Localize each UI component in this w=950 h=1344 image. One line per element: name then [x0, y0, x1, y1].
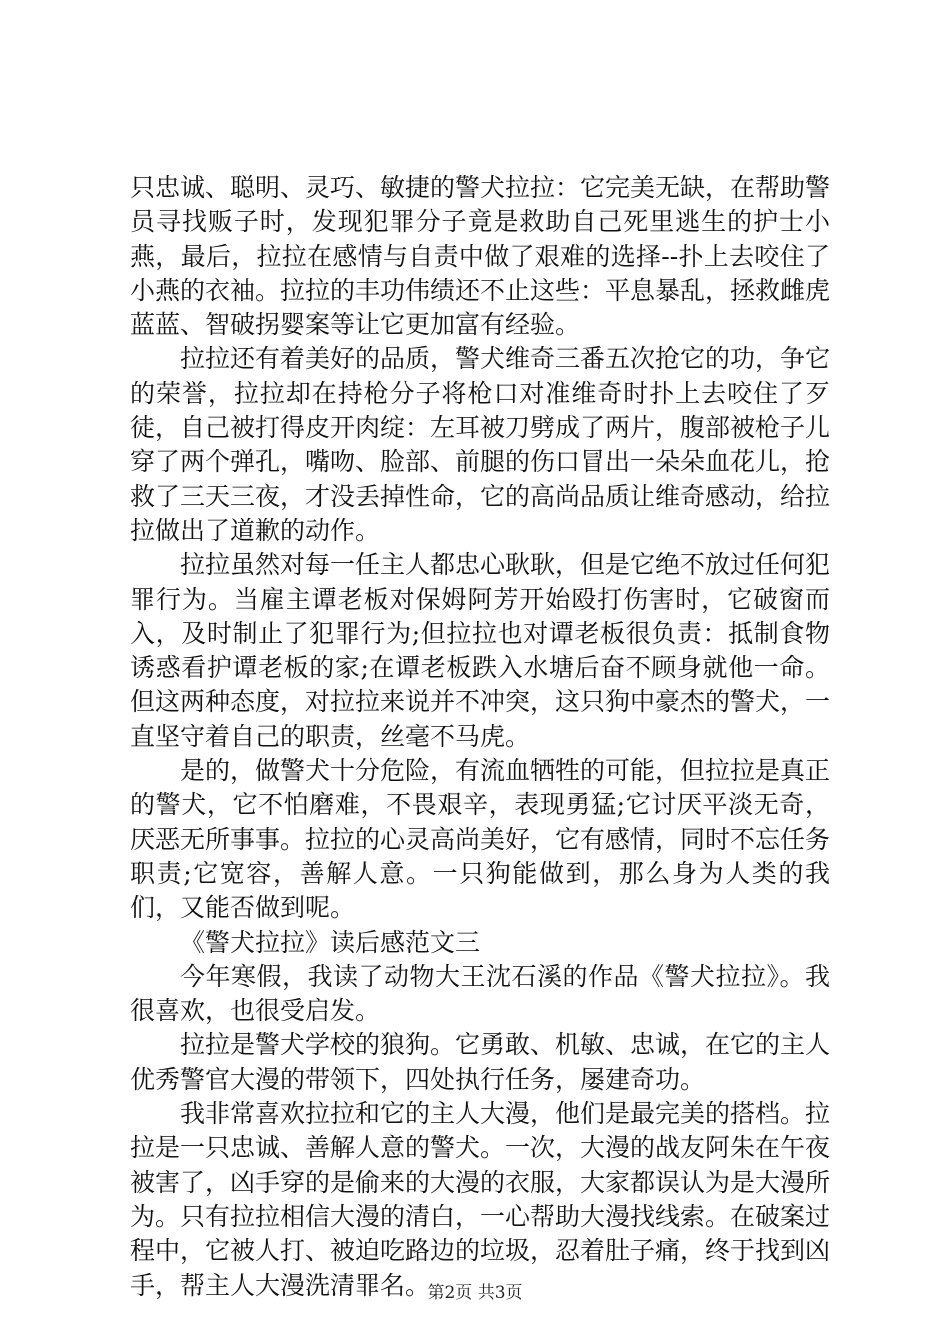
paragraph-3: 拉拉虽然对每一任主人都忠心耿耿，但是它绝不放过任何犯罪行为。当雇主谭老板对保姆阿芳开始殴打伤害时，它破窗而入，及时制止了犯罪行为;但拉拉也对谭老板很负责：抵制食物诱惑看护谭老板的家;在谭老板跌入水塘后奋不顾身就他一命。但这两种态度，对拉拉来说并不冲突，这只狗中豪杰的警犬，一直坚守着自己的职责，丝毫不马虎。	[130, 550, 831, 751]
paragraph-5: 今年寒假，我读了动物大王沈石溪的作品《警犬拉拉》。我很喜欢，也很受启发。	[130, 961, 830, 1026]
paragraph-1: 只忠诚、聪明、灵巧、敏捷的警犬拉拉：它完美无缺，在帮助警员寻找贩子时，发现犯罪分子竟是救助自己死里逃生的护士小燕，最后，拉拉在感情与自责中做了艰难的选择--扑上去咬住了小燕的衣袖。拉拉的丰功伟绩还不止这些：平息暴乱，拯救雌虎蓝蓝、智破拐婴案等让它更加富有经验。	[130, 173, 831, 340]
paragraph-7: 我非常喜欢拉拉和它的主人大漫，他们是最完美的搭档。拉拉是一只忠诚、善解人意的警犬。一次，大漫的战友阿朱在午夜被害了，凶手穿的是偷来的大漫的衣服，大家都误认为是大漫所为。只有拉拉相信大漫的清白，一心帮助大漫找线索。在破案过程中，它被人打、被迫吃路边的垃圾，忍着肚子痛，终于找到凶手，帮主人大漫洗清罪名。	[130, 1099, 831, 1300]
paragraph-4: 是的，做警犬十分危险，有流血牺牲的可能，但拉拉是真正的警犬，它不怕磨难，不畏艰辛，表现勇猛;它讨厌平淡无奇，厌恶无所事事。拉拉的心灵高尚美好，它有感情，同时不忘任务职责;它宽容，善解人意。一只狗能做到，那么身为人类的我们，又能否做到呢。	[130, 756, 831, 923]
document-body	[130, 171, 830, 1303]
section-title: 《警犬拉拉》读后感范文三	[180, 927, 481, 957]
paragraph-6: 拉拉是警犬学校的狼狗。它勇敢、机敏、忠诚，在它的主人优秀警官大漫的带领下，四处执行任务，屡建奇功。	[130, 1030, 831, 1094]
paragraph-2: 拉拉还有着美好的品质，警犬维奇三番五次抢它的功，争它的荣誉，拉拉却在持枪分子将枪口对准维奇时扑上去咬住了歹徒，自己被打得皮开肉绽：左耳被刀劈成了两片，腹部被枪子儿穿了两个弹孔，嘴吻、脸部、前腿的伤口冒出一朵朵血花儿，抢救了三天三夜，才没丢掉性命，它的高尚品质让维奇感动，给拉拉做出了道歉的动作。	[130, 344, 831, 545]
page-footer: 第2页 共3页	[427, 1283, 523, 1303]
